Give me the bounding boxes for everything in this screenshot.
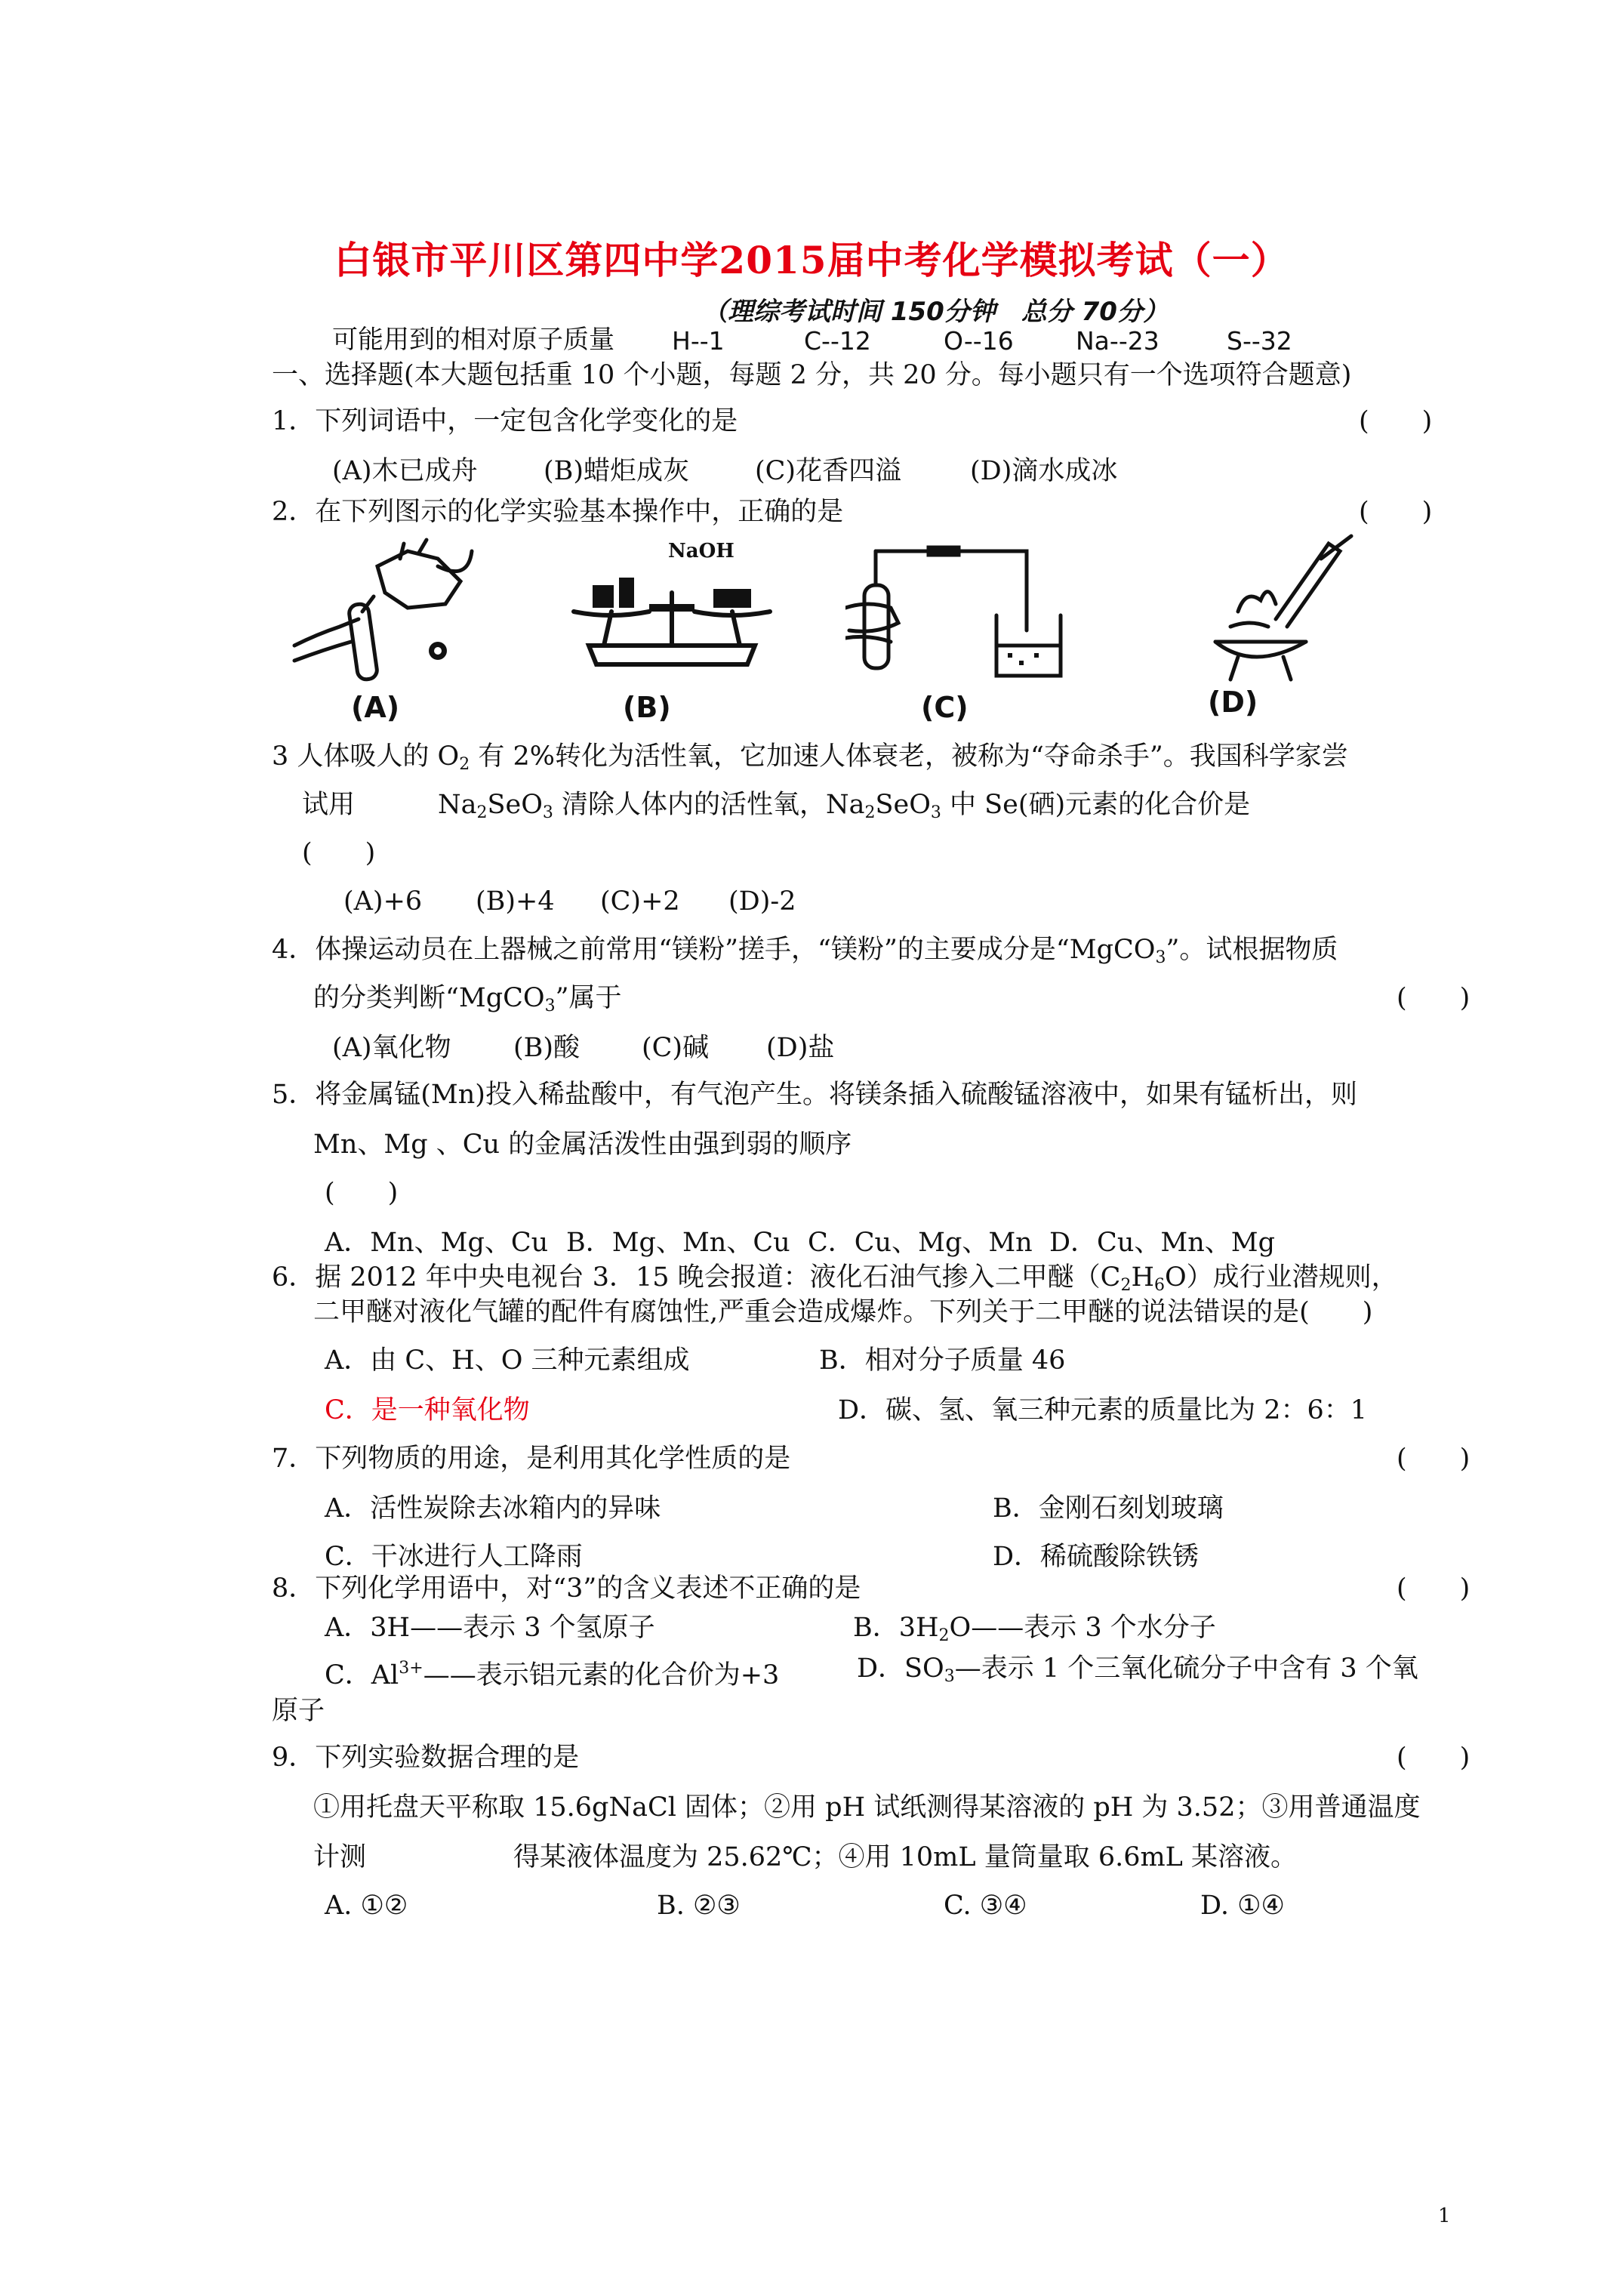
- section-heading: 一、选择题(本大题包括重 10 个小题，每题 2 分，共 20 分。每小题只有一个选项符合题意): [272, 360, 1352, 390]
- q8-option-d: D．$SO_3—$表示 1 个三氧化硫分子中含有 3 个氧: [857, 1653, 1418, 1686]
- q9-line2: 得某液体温度为 25.62℃；④用 10mL 量筒量取 6.6mL 某溶液。: [513, 1842, 1298, 1872]
- figure-a-pouring-liquid: [287, 536, 483, 687]
- atomic-mass-label: 可能用到的相对原子质量: [332, 325, 614, 355]
- q6-option-d: D．碳、氢、氧三种元素的质量比为 2：6：1: [838, 1395, 1367, 1425]
- q7-option-b: B．金刚石刻划玻璃: [993, 1493, 1224, 1524]
- q8-answer-paren: ( ): [1397, 1573, 1471, 1604]
- q9-option-d: D. ①④: [1200, 1891, 1285, 1921]
- q3-line2-prefix: 试用: [302, 790, 356, 820]
- q5-option-b: B．Mg、Mn、Cu: [566, 1228, 790, 1258]
- q1-stem: 1．下列词语中，一定包含化学变化的是: [272, 406, 738, 436]
- q2-stem: 2．在下列图示的化学实验基本操作中，正确的是: [272, 497, 844, 527]
- q6-option-a: A．由 C、H、O 三种元素组成: [325, 1345, 690, 1376]
- page-number: 1: [1438, 2205, 1451, 2227]
- q9-option-b: B. ②③: [657, 1891, 741, 1921]
- exam-subtitle: （理综考试时间 150分钟 总分 70分）: [702, 297, 1169, 327]
- q3-answer-paren: ( ): [302, 838, 376, 868]
- figure-label-b: (B): [623, 691, 671, 724]
- q3-option-a: (A)+6: [343, 886, 423, 917]
- q9-answer-paren: ( ): [1397, 1743, 1471, 1773]
- q3-option-b: (B)+4: [476, 886, 555, 917]
- figure-label-a: (A): [351, 691, 400, 724]
- q4-option-a: (A)氧化物: [332, 1033, 451, 1063]
- figure-label-d: (D): [1208, 686, 1258, 719]
- q8-option-c: C．$Al^{3+}——$表示铝元素的化合价为+3: [325, 1659, 780, 1690]
- q9-option-c: C. ③④: [944, 1891, 1027, 1921]
- q5-answer-paren: ( ): [325, 1178, 399, 1208]
- figure-c-airtightness-check: [845, 540, 1072, 691]
- atomic-mass-o: O--16: [944, 326, 1014, 356]
- q8-stem: 8．下列化学用语中，对“3”的含义表述不正确的是: [272, 1573, 861, 1604]
- q7-stem: 7．下列物质的用途，是利用其化学性质的是: [272, 1444, 791, 1474]
- q3-option-c: (C)+2: [600, 886, 680, 917]
- q9-option-a: A. ①②: [325, 1891, 408, 1921]
- atomic-mass-na: Na--23: [1076, 326, 1160, 356]
- q7-option-c: C．干冰进行人工降雨: [325, 1542, 583, 1572]
- q8-option-d-continuation: 原子: [272, 1696, 325, 1726]
- q1-option-b: (B)蜡炬成灰: [544, 456, 690, 486]
- figure-label-c: (C): [921, 691, 969, 724]
- q4-line1: 4．体操运动员在上器械之前常用“镁粉”搓手，“镁粉”的主要成分是“MgCO$_3$”。试根据物质: [272, 935, 1338, 967]
- q5-line2: Mn、Mg 、Cu 的金属活泼性由强到弱的顺序: [313, 1130, 852, 1160]
- q6-line1: 6．据 2012 年中央电视台 3．15 晚会报道：液化石油气掺入二甲醚$(C_2H_6O)$成行业潜规则，: [272, 1262, 1398, 1295]
- q8-option-b: B．$3H_2O——$表示 3 个水分子: [853, 1613, 1216, 1645]
- q6-option-b: B．相对分子质量 46: [819, 1345, 1066, 1376]
- q4-option-d: (D)盐: [766, 1033, 835, 1063]
- q5-option-d: D．Cu、Mn、Mg: [1049, 1228, 1276, 1258]
- q1-answer-paren: ( ): [1359, 406, 1433, 436]
- q1-option-d: (D)滴水成冰: [970, 456, 1118, 486]
- q7-answer-paren: ( ): [1397, 1444, 1471, 1474]
- q3-option-d: (D)-2: [728, 886, 796, 917]
- q2-answer-paren: ( ): [1359, 497, 1433, 527]
- q3-line2: $Na_2SeO_3$ 清除人体内的活性氧，$Na_2SeO_3$ 中 Se(硒)元素的化合价是: [438, 790, 1251, 822]
- figure-d-evaporating-dish: [1193, 529, 1359, 687]
- q6-option-c-highlighted: C．是一种氧化物: [325, 1395, 530, 1425]
- q5-option-c: C．Cu、Mg、Mn: [808, 1228, 1033, 1258]
- q9-stem: 9．下列实验数据合理的是: [272, 1743, 580, 1773]
- q5-line1: 5．将金属锰(Mn)投入稀盐酸中，有气泡产生。将镁条插入硫酸锰溶液中，如果有锰析出，则: [272, 1080, 1357, 1110]
- atomic-mass-h: H--1: [672, 326, 725, 356]
- page-title: 白银市平川区第四中学2015届中考化学模拟考试（一）: [334, 238, 1289, 282]
- q3-line1: 3 人体吸人的 $O_2$ 有 2%转化为活性氧，它加速人体衰老，被称为“夺命杀手”。我国科学家尝: [272, 741, 1348, 774]
- naoh-label: NaOH: [668, 540, 735, 562]
- q9-line1: ①用托盘天平称取 15.6gNaCl 固体；②用 pH 试纸测得某溶液的 pH 为 3.52；③用普通温度: [313, 1792, 1421, 1823]
- q7-option-a: A．活性炭除去冰箱内的异味: [325, 1493, 661, 1524]
- q4-option-c: (C)碱: [642, 1033, 710, 1063]
- q1-option-a: (A)木已成舟: [332, 456, 478, 486]
- q5-option-a: A．Mn、Mg、Cu: [325, 1228, 549, 1258]
- q8-option-a: A．3H——表示 3 个氢原子: [325, 1613, 655, 1643]
- q9-line2-prefix: 计测: [313, 1842, 367, 1872]
- atomic-mass-s: S--32: [1227, 326, 1292, 356]
- q1-option-c: (C)花香四溢: [755, 456, 902, 486]
- q6-line2: 二甲醚对液化气罐的配件有腐蚀性,严重会造成爆炸。下列关于二甲醚的说法错误的是( ): [313, 1297, 1373, 1327]
- atomic-mass-c: C--12: [804, 326, 871, 356]
- q7-option-d: D．稀硫酸除铁锈: [993, 1542, 1200, 1572]
- q4-line2: 的分类判断“MgCO$_3$”属于: [313, 983, 622, 1015]
- q4-option-b: (B)酸: [513, 1033, 581, 1063]
- q4-answer-paren: ( ): [1397, 983, 1471, 1013]
